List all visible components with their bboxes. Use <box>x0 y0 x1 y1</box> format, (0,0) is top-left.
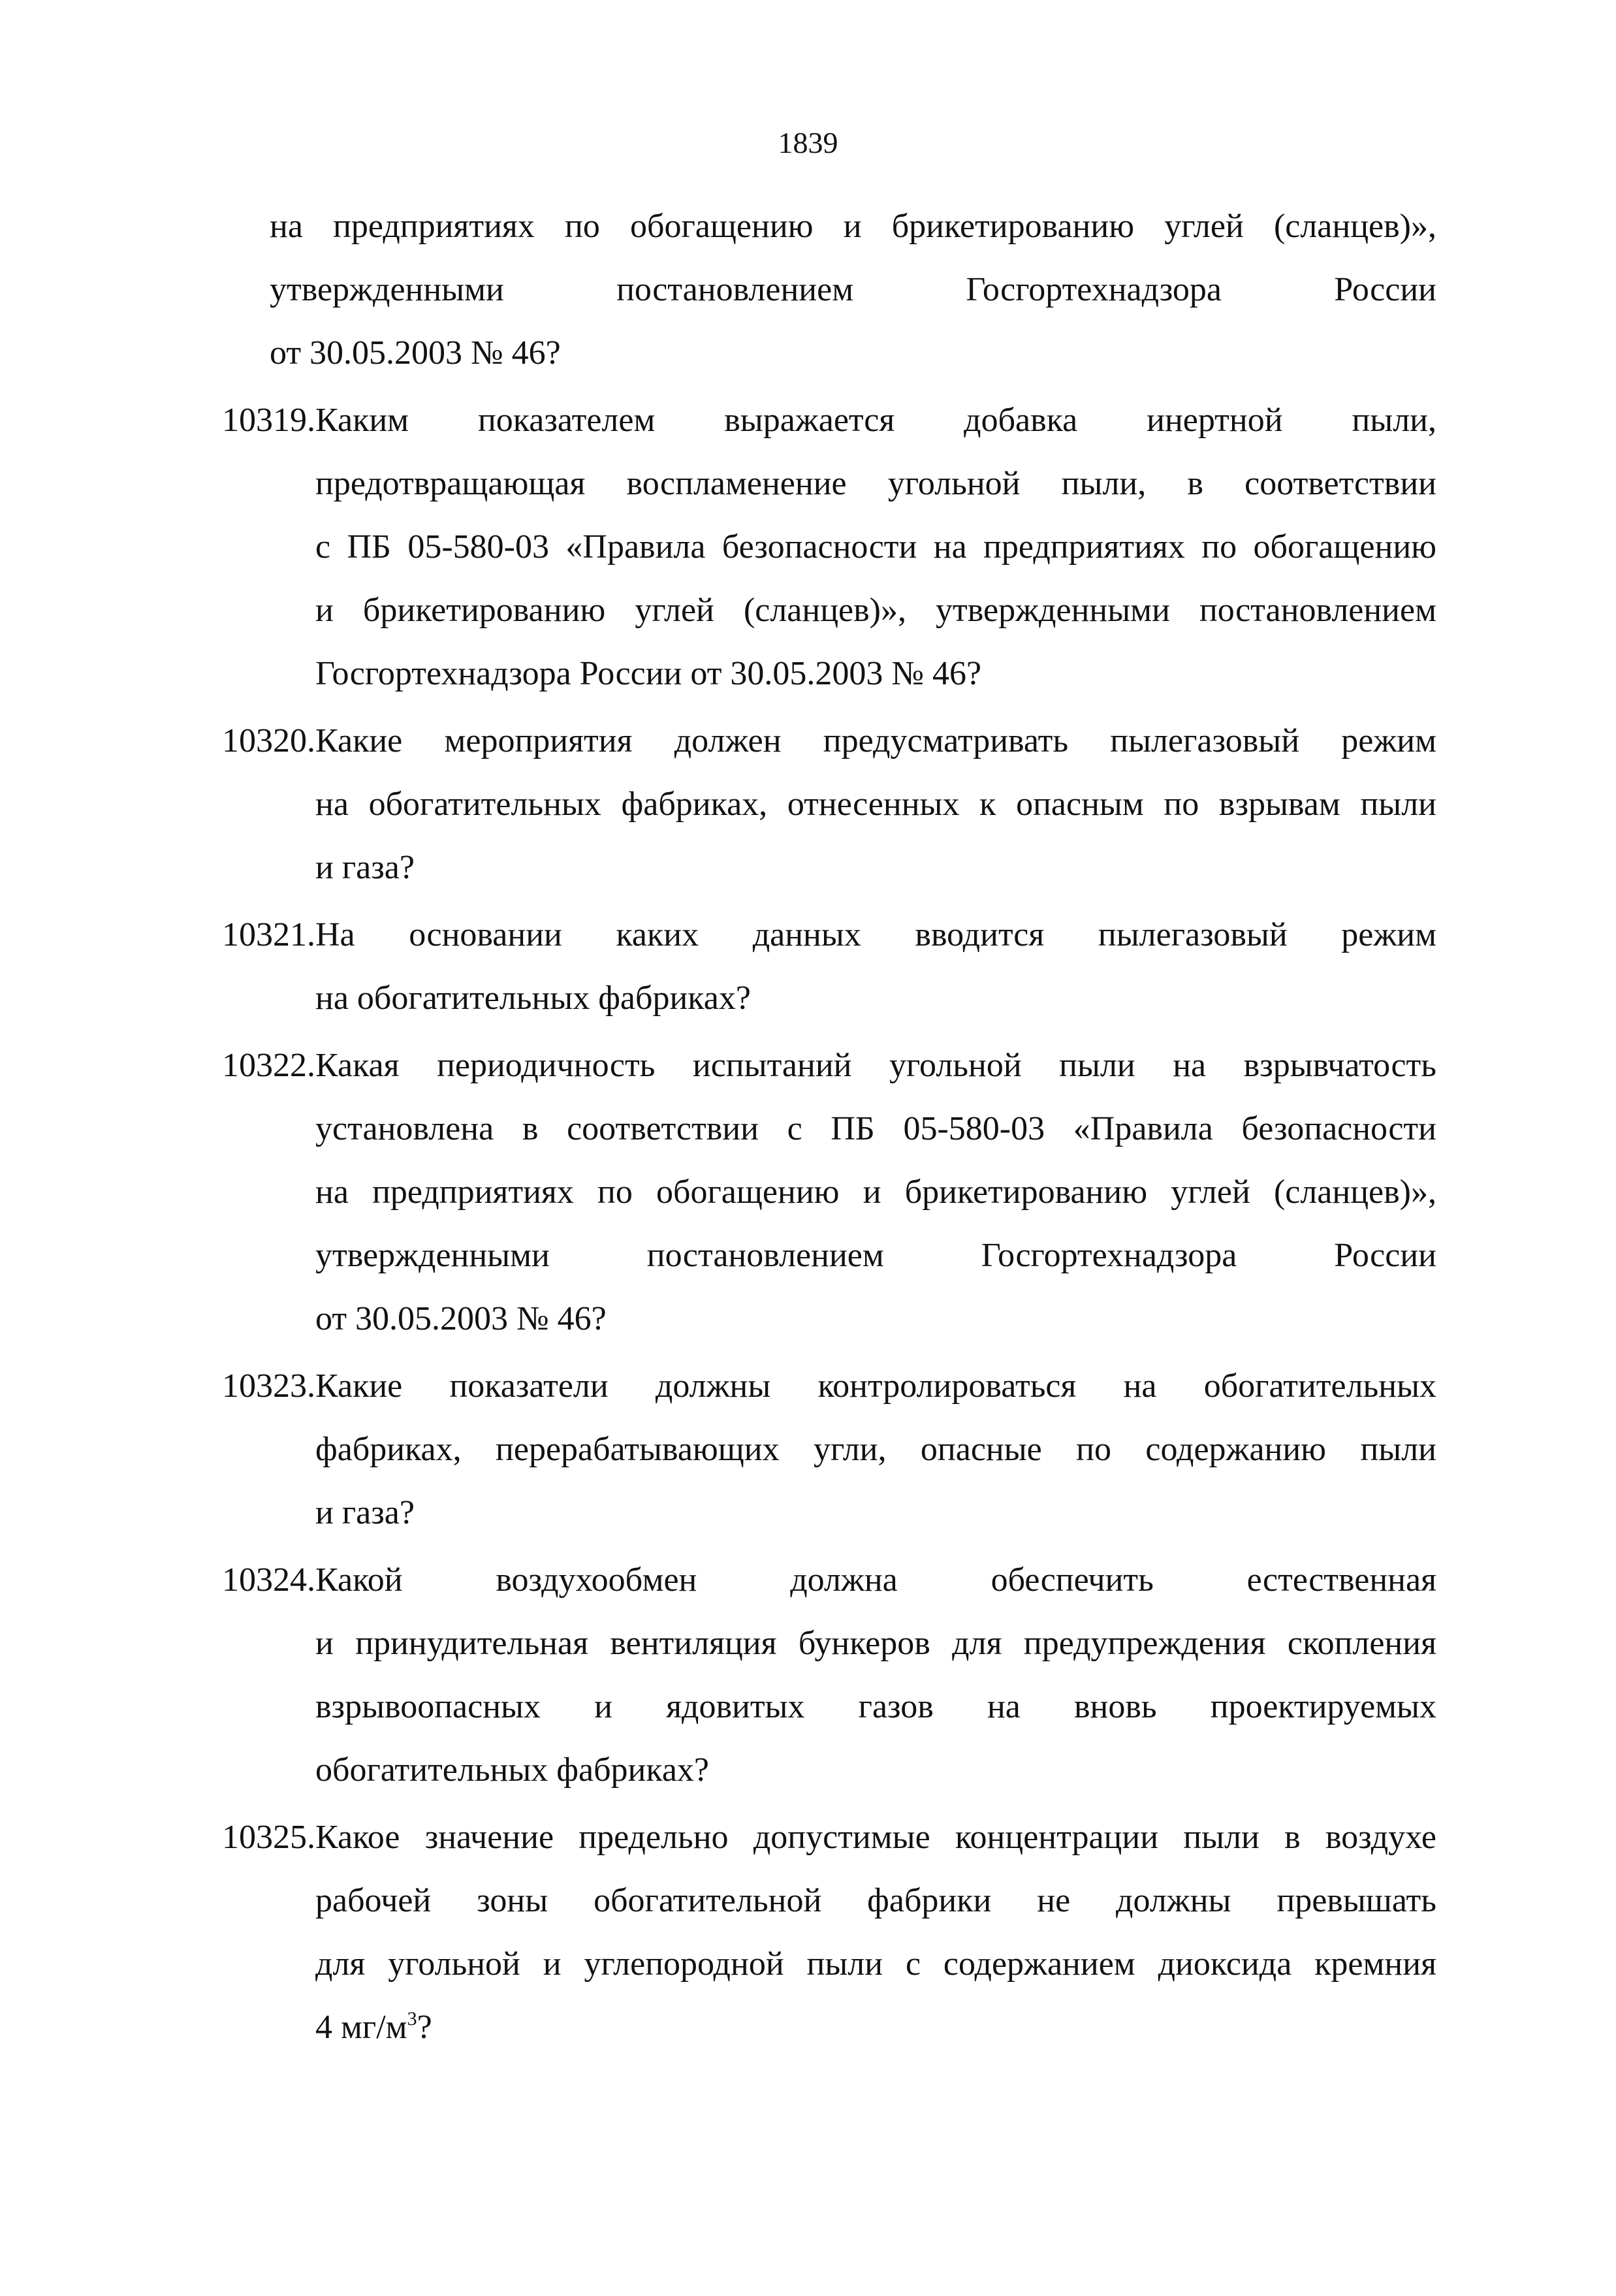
question-text <box>315 709 1436 899</box>
text-line: Какое значение предельно допустимые концентрации пыли в воздухе <box>315 1819 1436 1856</box>
text-fragment: 4 мг/м <box>315 2009 407 2046</box>
text-line: на предприятиях по обогащению и брикетированию углей (сланцев)», <box>315 1173 1436 1211</box>
text-fragment: ? <box>417 2009 432 2046</box>
text-line: Какой воздухообмен должна обеспечить естественная <box>315 1561 1436 1599</box>
question-10324 <box>222 1548 1436 1802</box>
question-number: 10324. <box>222 1561 315 1599</box>
text-line-with-superscript <box>315 1996 1436 2059</box>
text-line: Госгортехнадзора России от 30.05.2003 № 46? <box>315 655 982 692</box>
text-line: на предприятиях по обогащению и брикетированию углей (сланцев)», <box>270 208 1436 245</box>
text-line: утвержденными постановлением Госгортехнадзора России <box>315 1237 1436 1274</box>
text-line: Каким показателем выражается добавка инертной пыли, <box>315 402 1436 439</box>
question-text <box>315 1548 1436 1802</box>
text-line: на обогатительных фабриках, отнесенных к опасным по взрывам пыли <box>315 786 1436 823</box>
text-line: На основании каких данных вводится пылегазовый режим <box>315 916 1436 953</box>
text-line: установлена в соответствии с ПБ 05-580-03 «Правила безопасности <box>315 1110 1436 1147</box>
text-line: фабриках, перерабатывающих угли, опасные по содержанию пыли <box>315 1431 1436 1468</box>
question-number: 10321. <box>222 916 315 953</box>
text-line: от 30.05.2003 № 46? <box>315 1300 607 1337</box>
question-10320 <box>222 709 1436 899</box>
text-line: обогатительных фабриках? <box>315 1751 710 1789</box>
text-line: для угольной и углепородной пыли с содержанием диоксида кремния <box>315 1945 1436 1983</box>
question-number: 10322. <box>222 1047 315 1084</box>
text-line: и принудительная вентиляция бункеров для предупреждения скопления <box>315 1625 1436 1662</box>
text-line: утвержденными постановлением Госгортехнадзора России <box>270 271 1436 308</box>
lead-in-paragraph <box>222 195 1436 385</box>
question-number: 10323. <box>222 1367 315 1405</box>
text-line: и брикетированию углей (сланцев)», утвержденными постановлением <box>315 592 1436 629</box>
question-10319 <box>222 389 1436 705</box>
question-text <box>315 1806 1436 2059</box>
text-line: Какая периодичность испытаний угольной пыли на взрывчатость <box>315 1047 1436 1084</box>
question-10321 <box>222 903 1436 1030</box>
text-line: на обогатительных фабриках? <box>315 980 751 1017</box>
question-text <box>315 1034 1436 1350</box>
text-line: Какие показатели должны контролироваться на обогатительных <box>315 1367 1436 1405</box>
question-number: 10320. <box>222 722 315 759</box>
question-text <box>315 389 1436 705</box>
question-10322 <box>222 1034 1436 1350</box>
question-text <box>315 903 1436 1030</box>
text-line: от 30.05.2003 № 46? <box>270 334 561 372</box>
question-10323 <box>222 1354 1436 1544</box>
question-number: 10325. <box>222 1819 315 1856</box>
text-line: и газа? <box>315 849 415 886</box>
question-number: 10319. <box>222 402 315 439</box>
lead-in-text <box>270 195 1436 385</box>
question-text <box>315 1354 1436 1544</box>
text-line: и газа? <box>315 1494 415 1531</box>
text-line: Какие мероприятия должен предусматривать пылегазовый режим <box>315 722 1436 759</box>
text-line: взрывоопасных и ядовитых газов на вновь проектируемых <box>315 1688 1436 1725</box>
page-number: 1839 <box>778 126 838 159</box>
question-10325 <box>222 1806 1436 2059</box>
superscript: 3 <box>407 2008 417 2030</box>
document-body <box>222 195 1436 2063</box>
text-line: с ПБ 05-580-03 «Правила безопасности на предприятиях по обогащению <box>315 528 1436 566</box>
text-line: рабочей зоны обогатительной фабрики не должны превышать <box>315 1882 1436 1919</box>
text-line: предотвращающая воспламенение угольной пыли, в соответствии <box>315 465 1436 502</box>
